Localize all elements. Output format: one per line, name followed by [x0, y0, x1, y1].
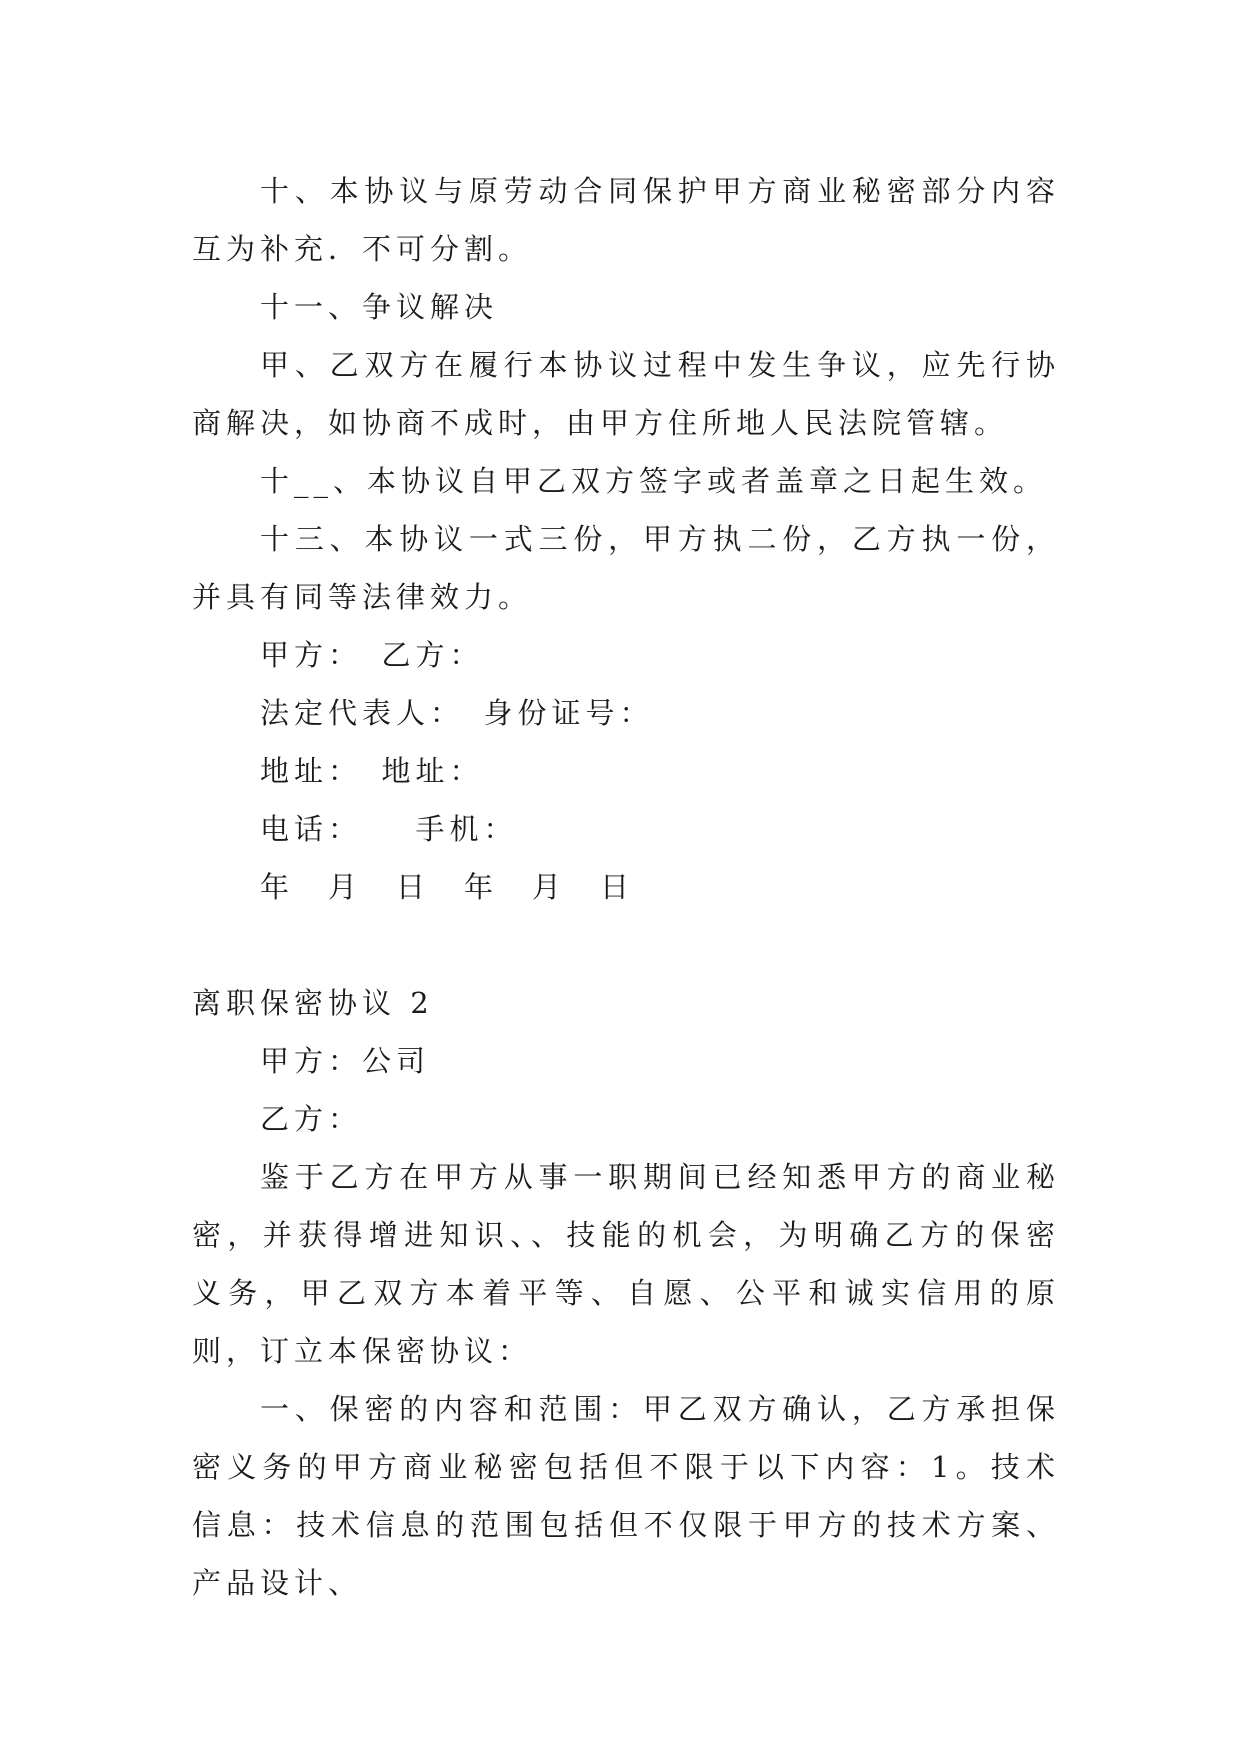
signature-representative: 法定代表人： 身份证号：	[260, 696, 654, 730]
clause-13: 十三、本协议一式三份，甲方执二份，乙方执一份，并具有同等法律效力。	[192, 522, 1060, 614]
section-title: 离职保密协议 2	[192, 986, 434, 1020]
signature-parties: 甲方： 乙方：	[260, 638, 484, 672]
clause-10: 十、本协议与原劳动合同保护甲方商业秘密部分内容互为补充．不可分割。	[192, 174, 1060, 266]
signature-date: 年 月 日 年 月 日	[260, 870, 635, 904]
clause-12: 十__、本协议自甲乙双方签字或者盖章之日起生效。	[260, 464, 1048, 498]
party-b: 乙方：	[260, 1102, 363, 1136]
document-body	[192, 162, 1060, 1612]
clause-1: 一、保密的内容和范围：甲乙双方确认，乙方承担保密义务的甲方商业秘密包括但不限于以下内容：1。技术信息：技术信息的范围包括但不仅限于甲方的技术方案、产品设计、	[192, 1392, 1060, 1600]
clause-11-heading: 十一、争议解决	[260, 290, 499, 324]
signature-address: 地址： 地址：	[260, 754, 484, 788]
preamble: 鉴于乙方在甲方从事一职期间已经知悉甲方的商业秘密，并获得增进知识、、技能的机会，为明确乙方的保密义务，甲乙双方本着平等、自愿、公平和诚实信用的原则，订立本保密协议：	[192, 1160, 1060, 1368]
clause-11-text: 甲、乙双方在履行本协议过程中发生争议，应先行协商解决，如协商不成时，由甲方住所地人民法院管辖。	[192, 348, 1060, 440]
signature-phone: 电话： 手机：	[260, 812, 518, 846]
party-a: 甲方：公司	[260, 1044, 431, 1078]
